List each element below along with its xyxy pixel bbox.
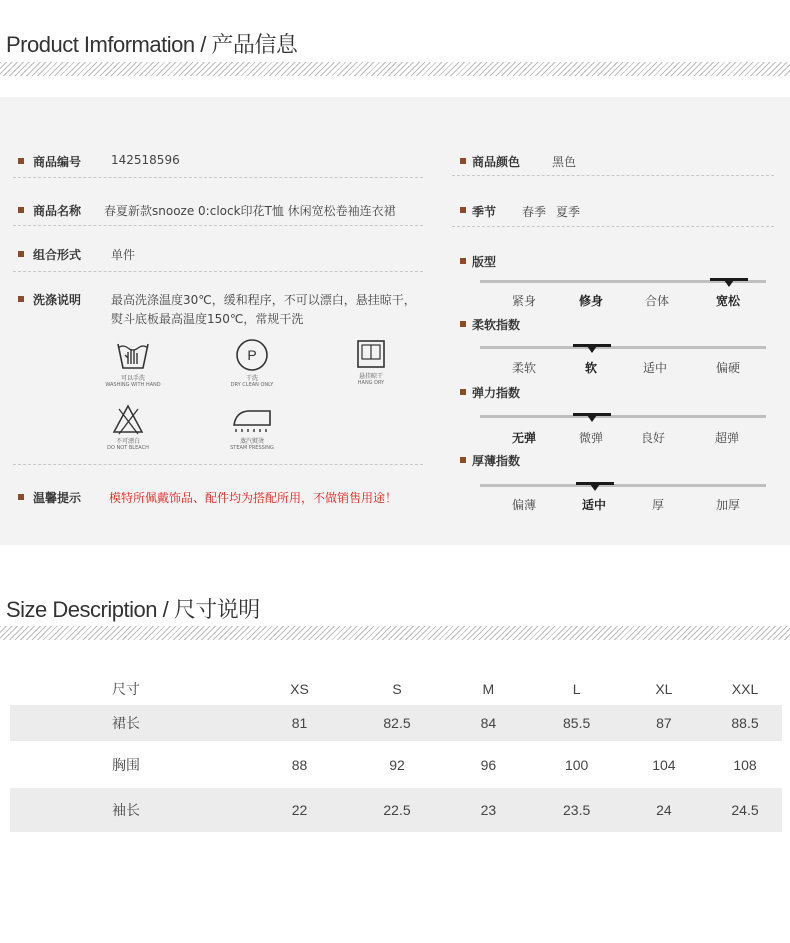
combination-label: 组合形式 <box>33 248 82 262</box>
elasticity-label: 弹力指数 <box>472 386 521 400</box>
softness-option: 柔软 <box>511 361 537 375</box>
table-cell: 85.5 <box>563 715 591 731</box>
size-header-cell: M <box>482 681 495 697</box>
size-header-cell: XL <box>655 681 673 697</box>
thickness-option: 厚 <box>651 498 665 512</box>
bullet-icon <box>18 158 24 164</box>
table-cell: 24.5 <box>731 802 759 818</box>
washing-label: 洗涤说明 <box>33 293 82 307</box>
softness-option: 适中 <box>642 361 668 375</box>
size-table <box>10 673 782 832</box>
table-cell: 100 <box>564 756 589 773</box>
softness-label: 柔软指数 <box>472 318 521 332</box>
season-value-summer: 夏季 <box>556 205 581 219</box>
tip-value: 模特所佩戴饰品、配件均为搭配所用，不做销售用途！ <box>109 491 398 505</box>
color-value: 黑色 <box>552 155 577 169</box>
svg-text:P: P <box>247 347 257 363</box>
washing-value-line2: 熨斗底板最高温度150℃，常规干洗 <box>111 312 304 326</box>
table-cell: 23.5 <box>563 802 591 818</box>
table-cell: 88 <box>291 756 308 773</box>
bullet-icon <box>18 296 24 302</box>
product-id-label: 商品编号 <box>33 155 82 169</box>
elasticity-option: 超弹 <box>714 431 740 445</box>
season-label: 季节 <box>472 205 497 219</box>
table-row <box>10 788 782 832</box>
table-cell: 胸围 <box>112 756 140 773</box>
hang-dry-icon <box>354 338 388 370</box>
table-row <box>10 741 782 788</box>
row-divider <box>452 175 774 176</box>
bullet-icon <box>460 258 466 264</box>
dry-clean-icon <box>234 338 270 372</box>
table-cell: 24 <box>656 802 672 818</box>
bullet-icon <box>18 494 24 500</box>
size-header-cell: 尺寸 <box>112 681 140 697</box>
size-header-cell: L <box>572 681 581 697</box>
tip-label: 温馨提示 <box>33 491 82 505</box>
color-label: 商品颜色 <box>472 155 521 169</box>
softness-option: 软 <box>584 361 598 375</box>
bullet-icon <box>460 158 466 164</box>
thickness-option: 偏薄 <box>511 498 537 512</box>
thickness-track <box>480 484 766 487</box>
table-cell: 104 <box>652 756 676 773</box>
row-divider <box>13 225 423 226</box>
size-description-title: Size Description / 尺寸说明 <box>6 597 260 622</box>
fit-option: 修身 <box>578 294 604 308</box>
table-cell: 108 <box>733 756 757 773</box>
row-divider <box>13 464 423 465</box>
row-divider <box>452 226 774 227</box>
table-row <box>10 705 782 741</box>
table-cell: 96 <box>480 756 497 773</box>
table-cell: 23 <box>480 802 497 818</box>
size-header-cell: XXL <box>731 681 759 697</box>
bullet-icon <box>460 457 466 463</box>
table-cell: 裙长 <box>112 715 140 731</box>
elasticity-option: 微弹 <box>578 431 604 445</box>
title-divider <box>0 626 790 640</box>
bullet-icon <box>18 207 24 213</box>
size-header-row <box>10 673 782 705</box>
table-cell: 22.5 <box>383 802 411 818</box>
hand-wash-care: 可以手洗 WASHING WITH HAND <box>98 338 168 389</box>
table-cell: 82.5 <box>383 715 411 731</box>
washing-value-line1: 最高洗涤温度30℃，缓和程序，不可以漂白，悬挂晾干， <box>111 293 416 307</box>
elasticity-track <box>480 415 766 418</box>
softness-track <box>480 346 766 349</box>
row-divider <box>13 177 423 178</box>
row-divider <box>13 271 423 272</box>
fit-option: 合体 <box>644 294 670 308</box>
season-value-spring: 春季 <box>522 205 547 219</box>
bullet-icon <box>460 207 466 213</box>
thickness-label: 厚薄指数 <box>472 454 521 468</box>
table-cell: 92 <box>389 756 405 773</box>
product-name-label: 商品名称 <box>33 204 82 218</box>
elasticity-option: 良好 <box>640 431 666 445</box>
table-cell: 袖长 <box>112 802 140 818</box>
product-info-title: Product Imformation / 产品信息 <box>6 32 298 57</box>
fit-label: 版型 <box>472 255 497 269</box>
combination-value: 单件 <box>111 248 136 262</box>
thickness-option: 适中 <box>581 498 607 512</box>
product-info-panel <box>0 97 790 545</box>
size-header-cell: S <box>392 681 402 697</box>
bullet-icon <box>18 251 24 257</box>
size-header-cell: XS <box>290 681 309 697</box>
steam-iron-care: 蒸汽熨烫 STEAM PRESSING <box>222 403 282 452</box>
product-name-value: 春夏新款snooze 0:clock印花T恤 休闲宽松卷袖连衣裙 <box>104 204 396 218</box>
softness-option: 偏硬 <box>715 361 741 375</box>
no-bleach-care: 不可漂白 DO NOT BLEACH <box>98 403 158 452</box>
no-bleach-icon <box>111 403 145 435</box>
steam-iron-icon <box>228 403 276 435</box>
elasticity-marker-arrow <box>587 415 597 422</box>
fit-option: 紧身 <box>511 294 537 308</box>
elasticity-option: 无弹 <box>511 431 537 445</box>
softness-marker-arrow <box>587 346 597 353</box>
bullet-icon <box>460 389 466 395</box>
title-divider <box>0 62 790 76</box>
fit-marker-arrow <box>724 280 734 287</box>
table-cell: 81 <box>291 715 308 731</box>
fit-option: 宽松 <box>715 294 741 308</box>
table-cell: 88.5 <box>731 715 759 731</box>
bullet-icon <box>460 321 466 327</box>
thickness-marker-arrow <box>590 484 600 491</box>
dry-clean-care: P 干洗 DRY CLEAN ONLY <box>217 338 287 389</box>
table-cell: 84 <box>480 715 497 731</box>
product-id-value: 142518596 <box>111 153 180 167</box>
thickness-option: 加厚 <box>715 498 741 512</box>
table-cell: 87 <box>656 715 672 731</box>
hand-wash-icon <box>115 338 151 372</box>
table-cell: 22 <box>291 802 308 818</box>
hang-dry-care: 悬挂晾干 HANG DRY <box>348 338 394 387</box>
